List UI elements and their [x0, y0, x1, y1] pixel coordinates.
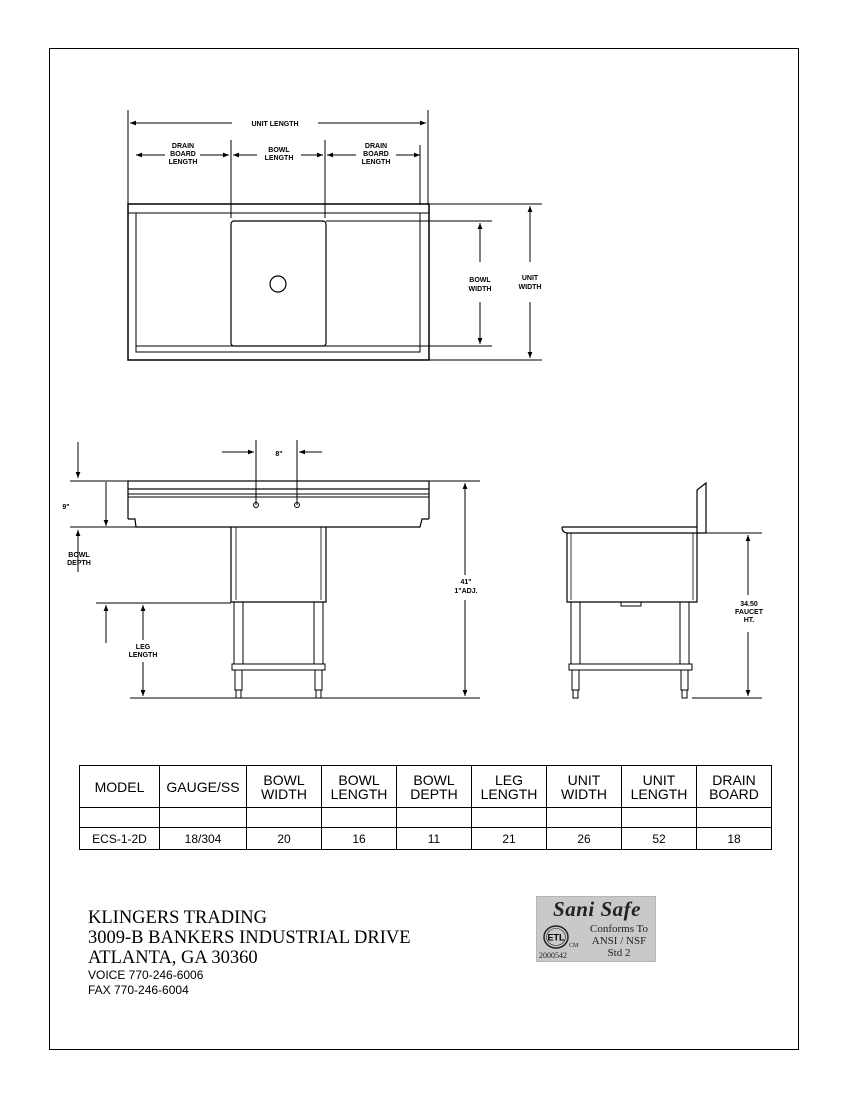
sani-safe-badge [536, 896, 656, 962]
sink-top-outline [128, 204, 429, 360]
header-line: WIDTH [261, 785, 307, 802]
bowl-depth-label: BOWL [68, 552, 90, 559]
header-line: WIDTH [561, 785, 607, 802]
leg-length-label: LEG [135, 644, 151, 651]
cell-leg-length: 21 [472, 828, 547, 850]
faucet-height-label: FAUCET [735, 609, 763, 616]
header-drain-board [697, 766, 772, 808]
badge-cm-mark: CM [569, 943, 579, 949]
header-bowl-length [322, 766, 397, 808]
badge-cert-number: 2000542 [539, 951, 567, 960]
blank-cell [622, 808, 697, 828]
blank-cell [80, 808, 160, 828]
company-address-line1: 3009-B BANKERS INDUSTRIAL DRIVE [88, 928, 411, 948]
badge-conf-line: Conforms To [589, 923, 648, 935]
blank-cell [397, 808, 472, 828]
unit-length-label: UNIT LENGTH [251, 121, 299, 128]
header-bowl-width [247, 766, 322, 808]
blank-cell [322, 808, 397, 828]
unit-width-label: UNIT [521, 275, 539, 282]
header-line: BOWL [413, 771, 455, 788]
header-line: UNIT [642, 771, 676, 788]
bowl-depth-label: DEPTH [67, 560, 91, 567]
spec-table [79, 765, 772, 850]
blank-cell [547, 808, 622, 828]
table-row [80, 828, 772, 850]
blank-cell [472, 808, 547, 828]
drain-board-length-label-2: LENGTH [361, 159, 391, 166]
bowl-outline [231, 221, 326, 346]
header-line: DRAIN [712, 771, 756, 788]
unit-width-label: WIDTH [518, 284, 542, 291]
etl-mark-text: ETL [547, 932, 565, 943]
cell-unit-width: 26 [547, 828, 622, 850]
badge-conf-line: Std 2 [607, 947, 631, 959]
header-gauge [160, 766, 247, 808]
header-line: LENGTH [480, 785, 538, 802]
badge-conf-line: ANSI / NSF [591, 935, 647, 947]
cell-drain-board: 18 [697, 828, 772, 850]
company-voice: VOICE 770-246-6006 [88, 968, 204, 982]
header-line: LENGTH [630, 785, 688, 802]
bowl-length-label: BOWL [268, 147, 290, 154]
backsplash-height-label: 9" [62, 504, 70, 511]
overall-height-label: 41" [460, 579, 472, 586]
header-model [80, 766, 160, 808]
company-address-line2: ATLANTA, GA 30360 [88, 948, 258, 968]
header-line: LEG [494, 771, 523, 788]
front-view [70, 440, 480, 698]
spec-table-blank-row [80, 808, 772, 828]
drain-board-length-label-2: BOARD [363, 151, 389, 158]
cell-unit-length: 52 [622, 828, 697, 850]
header-unit-width [547, 766, 622, 808]
company-info [88, 908, 411, 998]
company-name: KLINGERS TRADING [88, 908, 268, 928]
header-unit-length [622, 766, 697, 808]
side-view-labels [735, 601, 764, 624]
top-view-labels [169, 121, 542, 293]
cell-gauge: 18/304 [160, 828, 247, 850]
side-view [562, 483, 762, 698]
cell-bowl-width: 20 [247, 828, 322, 850]
header-line: MODEL [94, 778, 145, 795]
bowl-width-label: BOWL [469, 277, 491, 284]
faucet-spacing-label: 8" [275, 451, 283, 458]
spec-table-header-row [80, 766, 772, 808]
etl-logo-icon [543, 925, 569, 949]
cell-bowl-depth: 11 [397, 828, 472, 850]
badge-brand: Sani Safe [553, 897, 641, 921]
drain-board-length-label-1: BOARD [170, 151, 196, 158]
drain-board-length-label-1: DRAIN [171, 143, 195, 150]
overall-height-label: 1"ADJ. [454, 588, 478, 595]
cell-model: ECS-1-2D [80, 828, 160, 850]
badge-conformance [581, 923, 657, 959]
header-line: LENGTH [330, 785, 388, 802]
bowl-width-label: WIDTH [468, 286, 492, 293]
header-leg-length [472, 766, 547, 808]
header-line: DEPTH [410, 785, 458, 802]
header-bowl-depth [397, 766, 472, 808]
bowl-length-label: LENGTH [264, 155, 294, 162]
header-line: BOARD [709, 785, 759, 802]
drain-board-length-label-2: DRAIN [364, 143, 388, 150]
front-view-labels [62, 451, 477, 659]
drain-board-length-label-1: LENGTH [168, 159, 198, 166]
header-line: GAUGE/SS [166, 778, 240, 795]
cell-bowl-length: 16 [322, 828, 397, 850]
drain-hole [270, 276, 286, 292]
header-line: BOWL [263, 771, 305, 788]
company-fax: FAX 770-246-6004 [88, 983, 189, 997]
blank-cell [247, 808, 322, 828]
header-line: UNIT [567, 771, 601, 788]
leg-length-label: LENGTH [128, 652, 158, 659]
blank-cell [160, 808, 247, 828]
blank-cell [697, 808, 772, 828]
header-line: BOWL [338, 771, 380, 788]
faucet-height-label: 34.50 [740, 601, 758, 608]
faucet-height-label: HT. [743, 617, 755, 624]
